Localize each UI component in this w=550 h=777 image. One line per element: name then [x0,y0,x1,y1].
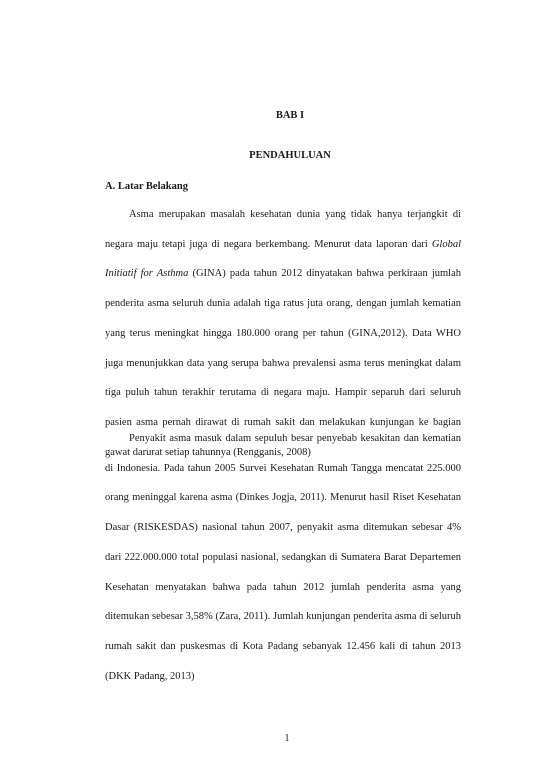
paragraph-1-italic-term: Global Initiatif for Asthma [105,238,461,280]
chapter-title: PENDAHULUAN [249,150,331,161]
section-heading: A. Latar Belakang [105,181,188,192]
page-number: 1 [284,733,290,744]
paragraph-2-text: Penyakit asma masuk dalam sepuluh besar penyebab kesakitan dan kematian di Indonesia. Pada tahun 2005 Survei Kesehatan Rumah Tangga mencatat 225.000 orang meninggal karena asma (Dinkes Jogja, 2011). Menurut hasil Riset Kesehatan Dasar (RISKESDAS) nasional tahun 2007, penyakit asma ditemukan sebesar 4% dari 222.000.000 total populasi nasional, sedangkan di Sumatera Barat Departemen Kesehatan menyatakan bahwa pada tahun 2012 jumlah penderita asma yang ditemukan sebesar 3,58% (Zara, 2011). Jumlah kunjungan penderita asma di seluruh rumah sakit dan puskesmas di Kota Padang sebanyak 12.456 kali di tahun 2013 (DKK Padang, 2013) [105,433,461,682]
paragraph-2 [105,424,461,691]
chapter-number: BAB I [275,110,305,121]
paragraph-1-text-a: Asma merupakan masalah kesehatan dunia yang tidak hanya terjangkit di negara maju tetapi juga di negara berkembang. Menurut data laporan dari [105,209,461,250]
paragraph-1-text-b: (GINA) pada tahun 2012 dinyatakan bahwa perkiraan jumlah penderita asma seluruh dunia adalah tiga ratus juta orang, dengan jumlah kematian yang terus meningkat hingga 180.000 orang per tahun (GINA,2012). Data WHO juga menunjukkan data yang serupa bahwa prevalensi asma terus meningkat dalam tiga puluh tahun terakhir terutama di negara maju. Hampir separuh dari seluruh pasien asma pernah dirawat di rumah sakit dan melakukan kunjungan ke bagian gawat darurat setiap tahunnya (Rengganis, 2008) [105,268,461,458]
